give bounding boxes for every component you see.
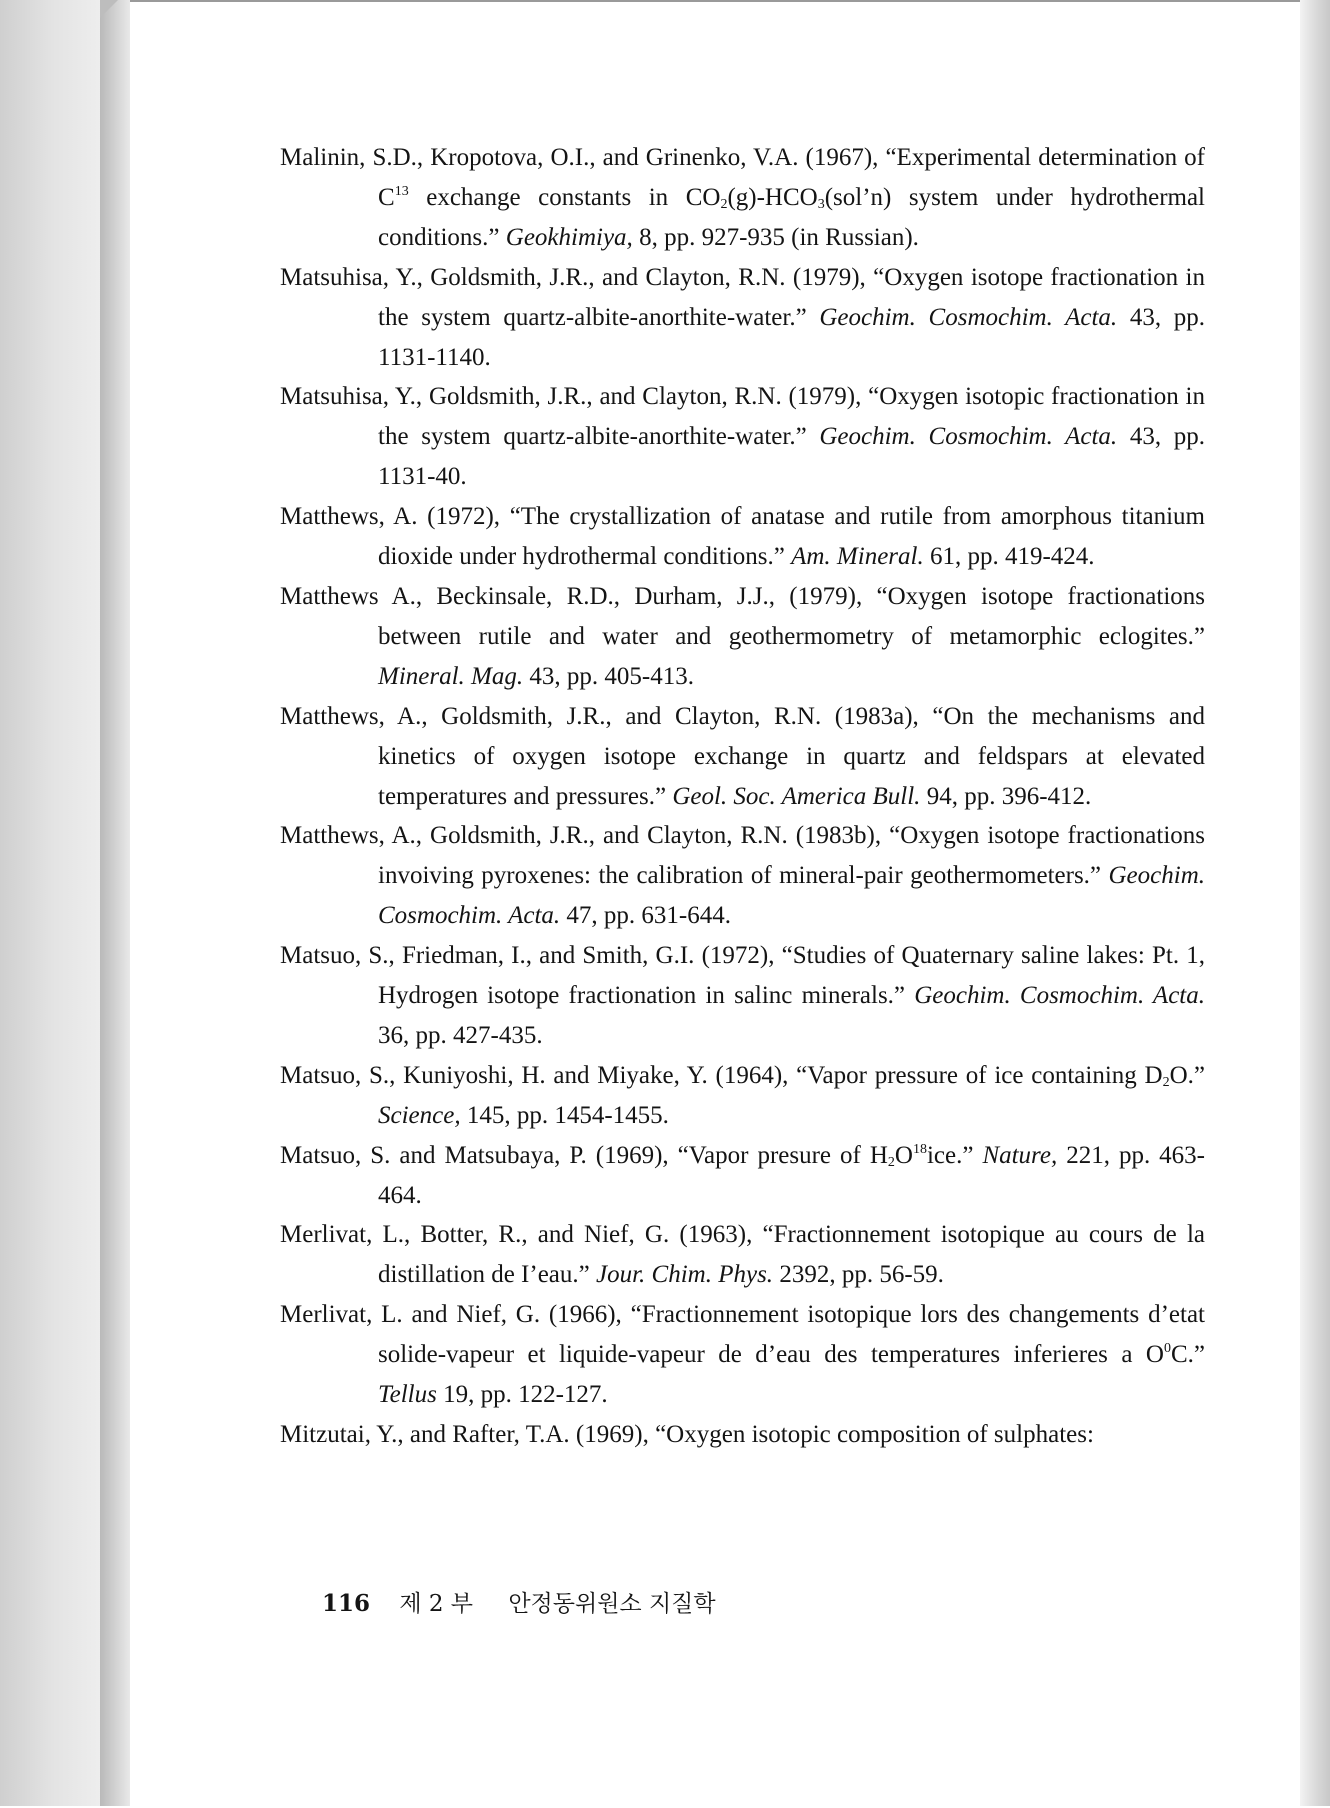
reference-merlivat-1966	[280, 1295, 1205, 1415]
page-edge-left	[0, 0, 130, 1806]
ref-text: (g)-HCO	[727, 183, 818, 211]
ref-text: Matsuo, S., Friedman, I., and Smith, G.I. (1972), “Studies of Quaternary saline lakes: Pt. 1, Hydrogen isotope fractionation in salinc minerals.”	[280, 942, 1205, 1010]
ref-subscript: 2	[887, 1154, 895, 1170]
ref-superscript: 0	[1163, 1341, 1171, 1357]
reference-matthews-1979	[280, 577, 1205, 697]
ref-journal: Geol. Soc. America Bull.	[672, 782, 921, 810]
ref-journal: Geochim. Cosmochim. Acta.	[819, 303, 1118, 331]
reference-merlivat-1963	[280, 1215, 1205, 1295]
ref-journal: Geochim. Cosmochim. Acta.	[378, 862, 1205, 930]
page-shadow-right	[1300, 0, 1330, 1806]
ref-text: (sol’n) system under hydrothermal conditions.”	[378, 183, 1206, 251]
reference-matthews-1983a	[280, 697, 1205, 817]
ref-superscript: 18	[912, 1141, 927, 1157]
ref-text: Matsuo, S. and Matsubaya, P. (1969), “Vapor presure of H	[280, 1141, 888, 1169]
ref-tail: 61, pp. 419-424.	[923, 543, 1095, 571]
reference-list	[280, 138, 1205, 1455]
ref-tail: 221, pp. 463-464.	[378, 1141, 1206, 1209]
ref-text: ice.”	[926, 1141, 983, 1169]
reference-malinin-1967	[280, 138, 1205, 258]
ref-text: exchange constants in CO	[408, 183, 721, 211]
ref-journal: Am. Mineral.	[791, 543, 924, 571]
footer-part-label: 제 2 부	[399, 1591, 474, 1617]
ref-journal: Jour. Chim. Phys.	[595, 1261, 774, 1289]
reference-matthews-1972	[280, 497, 1205, 577]
ref-subscript: 2	[720, 196, 728, 212]
ref-text: Matsuo, S., Kuniyoshi, H. and Miyake, Y. (1964), “Vapor pressure of ice containing D	[280, 1061, 1163, 1089]
ref-text: Malinin, S.D., Kropotova, O.I., and Grinenko, V.A. (1967), “Experimental determination of C	[280, 144, 1205, 211]
reference-matthews-1983b	[280, 816, 1205, 936]
ref-text: Matsuhisa, Y., Goldsmith, J.R., and Clayton, R.N. (1979), “Oxygen isotopic fractionation in the system quartz-albite-anorthite-water.”	[280, 383, 1205, 451]
ref-tail: 43, pp. 405-413.	[523, 662, 694, 690]
page-number: 116	[322, 1590, 371, 1617]
page-corner-fold	[100, 0, 118, 18]
reference-matsuo-1964	[280, 1056, 1205, 1136]
reference-matsuo-1972	[280, 936, 1205, 1056]
ref-journal: Geokhimiya,	[505, 223, 633, 251]
ref-text: Matsuhisa, Y., Goldsmith, J.R., and Clayton, R.N. (1979), “Oxygen isotope fractionation in the system quartz-albite-anorthite-water.”	[280, 263, 1205, 331]
ref-text: O	[894, 1141, 913, 1169]
ref-text: Merlivat, L., Botter, R., and Nief, G. (1963), “Fractionnement isotopique au cours de la distillation de I’eau.”	[280, 1221, 1205, 1289]
page-footer	[322, 1585, 716, 1618]
ref-journal: Geochim. Cosmochim. Acta.	[819, 423, 1118, 451]
reference-mitzutai-1969	[280, 1415, 1205, 1455]
ref-subscript: 3	[817, 196, 825, 212]
reference-matsuhisa-1979b	[280, 377, 1205, 497]
ref-journal: Nature,	[982, 1141, 1058, 1169]
footer-section-title: 안정동위원소 지질학	[508, 1591, 716, 1617]
ref-journal: Science,	[378, 1101, 461, 1129]
ref-tail: 36, pp. 427-435.	[378, 1021, 543, 1049]
ref-text: Mitzutai, Y., and Rafter, T.A. (1969), “Oxygen isotopic composition of sulphates:	[280, 1421, 1094, 1448]
ref-tail: 43, pp. 1131-40.	[378, 423, 1206, 491]
ref-tail: 94, pp. 396-412.	[920, 782, 1092, 810]
reference-matsuhisa-1979a	[280, 258, 1205, 378]
ref-tail: 8, pp. 927-935 (in Russian).	[632, 223, 919, 251]
ref-tail: 2392, pp. 56-59.	[773, 1261, 944, 1289]
ref-tail: 19, pp. 122-127.	[436, 1381, 608, 1409]
ref-journal: Tellus	[378, 1381, 437, 1409]
ref-journal: Mineral. Mag.	[378, 662, 524, 690]
ref-text: Matthews, A. (1972), “The crystallization of anatase and rutile from amorphous titanium dioxide under hydrothermal conditions.”	[280, 503, 1205, 571]
ref-superscript: 13	[394, 183, 409, 199]
ref-tail: 43, pp. 1131-1140.	[378, 303, 1206, 371]
ref-subscript: 2	[1162, 1074, 1170, 1090]
ref-text: Matthews, A., Goldsmith, J.R., and Clayton, R.N. (1983a), “On the mechanisms and kinetics of oxygen isotope exchange in quartz and feldspars at elevated temperatures and pressures.”	[280, 702, 1205, 810]
ref-text: Matthews A., Beckinsale, R.D., Durham, J.J., (1979), “Oxygen isotope fractionations between rutile and water and geothermometry of metamorphic eclogites.”	[280, 582, 1205, 650]
ref-tail: 145, pp. 1454-1455.	[460, 1101, 669, 1129]
reference-matsuo-1969	[280, 1136, 1205, 1216]
ref-tail: 47, pp. 631-644.	[560, 902, 731, 930]
ref-text: Matthews, A., Goldsmith, J.R., and Clayton, R.N. (1983b), “Oxygen isotope fractionations invoiving pyroxenes: the calibration of mineral-pair geothermometers.”	[280, 822, 1205, 890]
ref-journal: Geochim. Cosmochim. Acta.	[914, 982, 1205, 1010]
ref-text: O.”	[1169, 1061, 1205, 1089]
ref-text: Merlivat, L. and Nief, G. (1966), “Fractionnement isotopique lors des changements d’etat solide-vapeur et liquide-vapeur de d’eau des temperatures inferieres a O	[280, 1301, 1205, 1369]
ref-text: C.”	[1170, 1341, 1205, 1369]
